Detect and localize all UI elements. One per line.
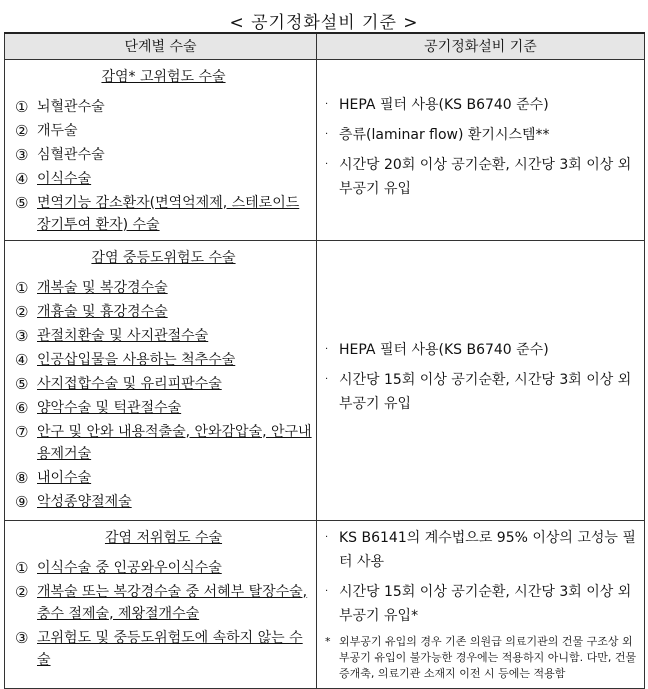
criteria-item — [325, 580, 638, 628]
bullet-dot-icon: · — [325, 532, 329, 543]
item-number: ④ — [15, 350, 29, 369]
list-item — [15, 467, 312, 489]
criteria-table — [4, 32, 645, 689]
section-row — [5, 59, 645, 240]
criteria-item — [325, 153, 638, 201]
item-text: 고위험도 및 중등도위험도에 속하지 않는 수술 — [37, 629, 303, 668]
section-row — [5, 520, 645, 688]
list-item — [15, 301, 312, 323]
item-text: 양악수술 및 턱관절수술 — [37, 399, 182, 416]
list-item — [15, 325, 312, 347]
item-number: ② — [15, 121, 29, 140]
list-item — [15, 120, 312, 142]
criteria-item — [325, 368, 638, 416]
surgery-list-cell — [5, 59, 317, 240]
item-number: ③ — [15, 145, 29, 164]
item-text: 면역기능 감소환자(면역억제제, 스테로이드 장기투여 환자) 수술 — [37, 194, 300, 233]
list-item — [15, 144, 312, 166]
bullet-dot-icon: · — [325, 128, 329, 140]
header-surgery-stage: 단계별 수술 — [5, 33, 317, 59]
item-number: ① — [15, 558, 29, 577]
item-text: 이식수술 — [37, 170, 92, 187]
item-number: ④ — [15, 169, 29, 188]
item-number: ① — [15, 97, 29, 116]
item-text: 심혈관수술 — [37, 146, 105, 163]
item-number: ⑧ — [15, 468, 29, 487]
item-text: 개복술 또는 복강경수술 중 서혜부 탈장수술, 충수 절제술, 제왕절개수술 — [37, 583, 308, 622]
criteria-text: 층류(laminar flow) 환기시스템** — [339, 126, 550, 143]
section-title: 감염 중등도위험도 수술 — [91, 249, 236, 266]
item-number: ⑥ — [15, 398, 29, 417]
list-item — [15, 277, 312, 299]
item-text: 관절치환술 및 사지관절수술 — [37, 327, 209, 344]
item-text: 인공삽입물을 사용하는 척추수술 — [37, 351, 236, 368]
list-item — [15, 581, 312, 625]
item-text: 내이수술 — [37, 469, 92, 486]
criteria-item — [325, 93, 638, 117]
list-item — [15, 627, 312, 671]
surgery-list-cell — [5, 240, 317, 520]
item-number: ③ — [15, 326, 29, 345]
list-item — [15, 96, 312, 118]
item-text: 악성종양절제술 — [37, 493, 132, 510]
criteria-item — [325, 338, 638, 362]
item-text: 개복술 및 복강경수술 — [37, 279, 168, 296]
criteria-text: HEPA 필터 사용(KS B6740 준수) — [339, 342, 549, 358]
bullet-dot-icon: · — [325, 98, 329, 110]
footnote-mark: * — [325, 635, 331, 648]
item-text: 사지접합수술 및 유리피판수술 — [37, 375, 222, 392]
criteria-text: HEPA 필터 사용(KS B6740 준수) — [339, 96, 549, 113]
criteria-item — [325, 526, 638, 574]
item-number: ⑤ — [15, 193, 29, 212]
item-text: 개흉술 및 흉강경수술 — [37, 303, 168, 320]
criteria-cell — [317, 59, 645, 240]
section-title: 감염 저위험도 수술 — [104, 529, 223, 546]
list-item — [15, 491, 312, 513]
criteria-text: 시간당 20회 이상 공기순환, 시간당 3회 이상 외부공기 유입 — [339, 156, 632, 197]
header-air-criteria: 공기정화설비 기준 — [317, 33, 645, 59]
list-item — [15, 373, 312, 395]
criteria-text: 시간당 15회 이상 공기순환, 시간당 3회 이상 외부공기 유입* — [339, 584, 632, 624]
criteria-text: 시간당 15회 이상 공기순환, 시간당 3회 이상 외부공기 유입 — [339, 372, 632, 412]
section-row — [5, 240, 645, 520]
page-title: < 공기정화설비 기준 > — [229, 13, 419, 33]
item-number: ⑨ — [15, 492, 29, 511]
list-item — [15, 349, 312, 371]
item-text: 안구 및 안와 내용적출술, 안와감압술, 안구내용제거술 — [37, 423, 312, 462]
section-title: 감염* 고위험도 수술 — [101, 68, 226, 85]
list-item — [15, 168, 312, 190]
item-number: ② — [15, 582, 29, 601]
item-number: ② — [15, 302, 29, 321]
footnote — [325, 634, 638, 682]
item-number: ⑤ — [15, 374, 29, 393]
bullet-dot-icon: · — [325, 344, 329, 355]
list-item — [15, 397, 312, 419]
item-number: ① — [15, 278, 29, 297]
item-text: 이식수술 중 인공와우이식수술 — [37, 559, 222, 576]
item-number: ③ — [15, 628, 29, 647]
surgery-list-cell — [5, 520, 317, 688]
footnote-text: 외부공기 유입의 경우 기존 의원급 의료기관의 건물 구조상 외부공기 유입이 불가능한 경우에는 적용하지 아니함. 다만, 건물증개축, 의료기관 소재지 이전 시 등에는 적용함 — [339, 635, 637, 680]
item-text: 개두술 — [37, 122, 78, 139]
criteria-item — [325, 123, 638, 147]
bullet-dot-icon: · — [325, 374, 329, 385]
criteria-cell — [317, 240, 645, 520]
bullet-dot-icon: · — [325, 158, 329, 170]
table-header-row — [5, 33, 645, 59]
item-number: ⑦ — [15, 422, 29, 441]
list-item — [15, 557, 312, 579]
item-text: 뇌혈관수술 — [37, 98, 105, 115]
bullet-dot-icon: · — [325, 586, 329, 597]
criteria-cell — [317, 520, 645, 688]
criteria-text: KS B6141의 계수법으로 95% 이상의 고성능 필터 사용 — [339, 530, 636, 570]
list-item — [15, 192, 312, 236]
list-item — [15, 421, 312, 465]
